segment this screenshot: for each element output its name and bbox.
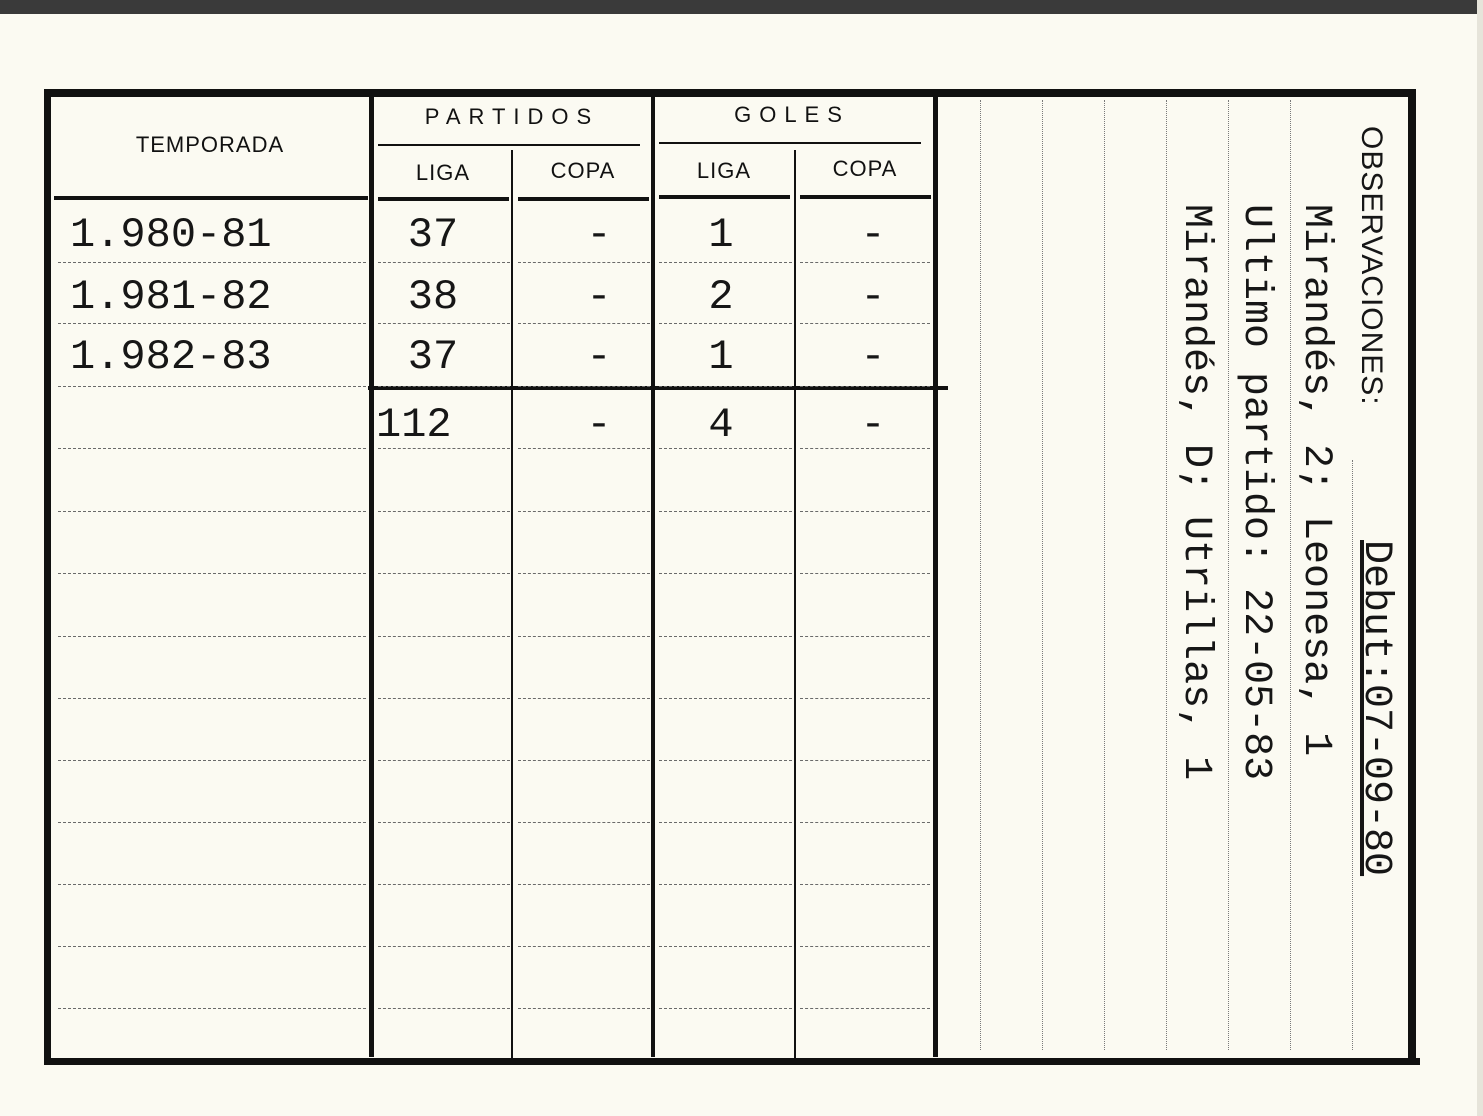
row-dashed-rule [58, 636, 366, 637]
row-dashed-rule [58, 1008, 366, 1009]
scan-right-edge [1477, 0, 1483, 1116]
row-dashed-rule [659, 946, 792, 947]
partidos-copa-header: COPA [550, 158, 616, 183]
row-dashed-rule [659, 636, 792, 637]
row-dashed-rule [378, 573, 510, 574]
goles-liga-header: LIGA [696, 158, 752, 183]
partidos-liga-cell: 38 [407, 273, 459, 321]
row-dashed-rule [518, 386, 650, 387]
season-cell: 1.980-81 [70, 211, 272, 259]
row-dashed-rule [518, 448, 650, 449]
row-dashed-rule [58, 511, 366, 512]
temporada-header: TEMPORADA [135, 132, 285, 157]
row-dashed-rule [378, 323, 510, 324]
row-dashed-rule [800, 386, 930, 387]
row-dashed-rule [800, 448, 930, 449]
row-dashed-rule [58, 386, 366, 387]
row-dashed-rule [659, 262, 792, 263]
frame-bottom [46, 1058, 1420, 1065]
observaciones-line-2: Ultimo partido: 22-05-83 [1233, 204, 1278, 781]
header-rule-1 [54, 196, 368, 200]
row-dashed-rule [800, 573, 930, 574]
obs-dotted-rule [1042, 100, 1043, 1050]
row-dashed-rule [378, 386, 510, 387]
row-dashed-rule [58, 822, 366, 823]
row-dashed-rule [659, 448, 792, 449]
col-sep-goles-inner [794, 150, 796, 1058]
row-dashed-rule [378, 636, 510, 637]
row-dashed-rule [58, 448, 366, 449]
row-dashed-rule [659, 698, 792, 699]
season-cell: 1.982-83 [70, 333, 272, 381]
row-dashed-rule [518, 323, 650, 324]
partidos-liga-cell: 37 [407, 211, 459, 259]
goles-copa-cell: - [860, 273, 886, 321]
row-dashed-rule [378, 262, 510, 263]
partidos-copa-cell: - [586, 273, 612, 321]
row-dashed-rule [800, 760, 930, 761]
row-dashed-rule [58, 884, 366, 885]
goles-copa-header: COPA [832, 156, 898, 181]
row-dashed-rule [800, 1008, 930, 1009]
total-partidos-copa: - [586, 401, 612, 449]
row-dashed-rule [58, 262, 366, 263]
row-dashed-rule [58, 946, 366, 947]
observaciones-title: OBSERVACIONES: [1355, 126, 1388, 406]
obs-dotted-rule [1104, 100, 1105, 1050]
row-dashed-rule [659, 760, 792, 761]
row-dashed-rule [800, 262, 930, 263]
row-dashed-rule [378, 822, 510, 823]
row-dashed-rule [378, 1008, 510, 1009]
row-dashed-rule [659, 386, 792, 387]
row-dashed-rule [518, 636, 650, 637]
goles-rule [659, 142, 921, 144]
row-dashed-rule [378, 760, 510, 761]
header-rule-2 [378, 197, 509, 201]
partidos-liga-header: LIGA [415, 160, 471, 185]
row-dashed-rule [518, 511, 650, 512]
row-dashed-rule [800, 636, 930, 637]
row-dashed-rule [518, 262, 650, 263]
partidos-copa-cell: - [586, 333, 612, 381]
total-goles-liga: 4 [708, 401, 734, 449]
row-dashed-rule [378, 448, 510, 449]
season-cell: 1.981-82 [70, 273, 272, 321]
obs-dotted-rule [1290, 100, 1291, 1050]
header-rule-4 [659, 195, 790, 199]
debut-text: Debut:07-09-80 [1353, 540, 1398, 877]
row-dashed-rule [800, 323, 930, 324]
row-dashed-rule [378, 884, 510, 885]
row-dashed-rule [659, 1008, 792, 1009]
row-dashed-rule [800, 511, 930, 512]
partidos-liga-cell: 37 [407, 333, 459, 381]
goles-liga-cell: 1 [708, 211, 734, 259]
header-rule-3 [518, 197, 649, 201]
frame-left [44, 89, 51, 1065]
row-dashed-rule [800, 822, 930, 823]
row-dashed-rule [659, 822, 792, 823]
row-dashed-rule [58, 323, 366, 324]
frame-top [44, 89, 1414, 97]
observaciones-line-1: Mirandés, 2; Leonesa, 1 [1293, 204, 1338, 757]
row-dashed-rule [518, 884, 650, 885]
row-dashed-rule [518, 573, 650, 574]
row-dashed-rule [378, 946, 510, 947]
row-dashed-rule [518, 946, 650, 947]
frame-right [1408, 89, 1416, 1065]
goles-header: GOLES [734, 102, 850, 127]
obs-dotted-rule [1228, 100, 1229, 1050]
scan-top-edge [0, 0, 1483, 14]
total-partidos-liga: 112 [376, 401, 452, 449]
row-dashed-rule [518, 760, 650, 761]
row-dashed-rule [378, 511, 510, 512]
obs-dotted-rule [1166, 100, 1167, 1050]
row-dashed-rule [659, 884, 792, 885]
row-dashed-rule [378, 698, 510, 699]
header-rule-5 [800, 195, 931, 199]
col-sep-obs [933, 97, 938, 1057]
partidos-rule [378, 144, 640, 146]
row-dashed-rule [58, 698, 366, 699]
row-dashed-rule [800, 946, 930, 947]
row-dashed-rule [659, 323, 792, 324]
goles-copa-cell: - [860, 211, 886, 259]
partidos-copa-cell: - [586, 211, 612, 259]
partidos-header: PARTIDOS [424, 104, 600, 129]
observaciones-line-3: Mirandés, D; Utrillas, 1 [1173, 204, 1218, 781]
obs-dotted-rule [980, 100, 981, 1050]
row-dashed-rule [58, 760, 366, 761]
row-dashed-rule [659, 573, 792, 574]
col-sep-partidos [511, 150, 513, 1058]
goles-liga-cell: 1 [708, 333, 734, 381]
row-dashed-rule [518, 822, 650, 823]
row-dashed-rule [659, 511, 792, 512]
goles-copa-cell: - [860, 333, 886, 381]
row-dashed-rule [800, 884, 930, 885]
goles-liga-cell: 2 [708, 273, 734, 321]
row-dashed-rule [518, 1008, 650, 1009]
row-dashed-rule [58, 573, 366, 574]
row-dashed-rule [518, 698, 650, 699]
row-dashed-rule [800, 698, 930, 699]
total-goles-copa: - [860, 401, 886, 449]
